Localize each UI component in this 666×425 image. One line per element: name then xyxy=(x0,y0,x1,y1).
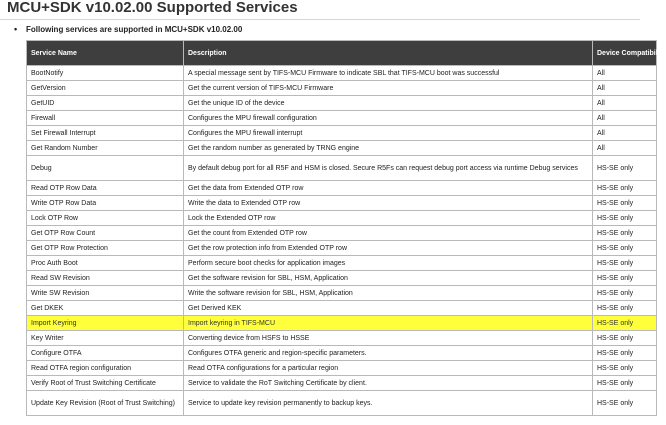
description-cell: Configures the MPU firewall interrupt xyxy=(184,126,593,141)
description-cell: Get the current version of TIFS-MCU Firmware xyxy=(184,81,593,96)
description-cell: Configures the MPU firewall configuration xyxy=(184,111,593,126)
service-name-cell: Read OTP Row Data xyxy=(27,181,184,196)
service-name-cell: Debug xyxy=(27,156,184,181)
service-name-cell: Get OTP Row Protection xyxy=(27,241,184,256)
intro-text: Following services are supported in MCU+SDK v10.02.00 xyxy=(26,25,243,34)
description-cell: Service to validate the RoT Switching Certificate by client. xyxy=(184,376,593,391)
device-compatibility-cell: HS-SE only xyxy=(593,156,657,181)
description-cell: Get the data from Extended OTP row xyxy=(184,181,593,196)
service-name-cell: Key Writer xyxy=(27,331,184,346)
intro-list-item xyxy=(14,23,242,36)
table-row xyxy=(27,316,657,331)
device-compatibility-cell: All xyxy=(593,141,657,156)
table-row xyxy=(27,156,657,181)
device-compatibility-cell: All xyxy=(593,81,657,96)
table-row xyxy=(27,126,657,141)
service-name-cell: Lock OTP Row xyxy=(27,211,184,226)
description-cell: Write the data to Extended OTP row xyxy=(184,196,593,211)
device-compatibility-cell: HS-SE only xyxy=(593,181,657,196)
service-name-cell: GetVersion xyxy=(27,81,184,96)
service-name-cell: Proc Auth Boot xyxy=(27,256,184,271)
service-name-cell: Verify Root of Trust Switching Certificate xyxy=(27,376,184,391)
device-compatibility-cell: HS-SE only xyxy=(593,211,657,226)
table-row xyxy=(27,226,657,241)
description-cell: Import keyring in TIFS-MCU xyxy=(184,316,593,331)
table-body xyxy=(27,66,657,416)
table-row xyxy=(27,211,657,226)
description-cell: Get Derived KEK xyxy=(184,301,593,316)
table-row xyxy=(27,376,657,391)
table-row xyxy=(27,346,657,361)
service-name-cell: GetUID xyxy=(27,96,184,111)
device-compatibility-cell: HS-SE only xyxy=(593,346,657,361)
page-title: MCU+SDK v10.02.00 Supported Services xyxy=(7,0,298,16)
table-row xyxy=(27,241,657,256)
device-compatibility-cell: HS-SE only xyxy=(593,256,657,271)
description-cell: Converting device from HSFS to HSSE xyxy=(184,331,593,346)
description-cell: A special message sent by TIFS-MCU Firmware to indicate SBL that TIFS-MCU boot was successful xyxy=(184,66,593,81)
title-divider xyxy=(0,19,640,20)
description-cell: Read OTFA configurations for a particular region xyxy=(184,361,593,376)
device-compatibility-cell: HS-SE only xyxy=(593,391,657,416)
service-name-cell: BootNotify xyxy=(27,66,184,81)
service-name-cell: Configure OTFA xyxy=(27,346,184,361)
description-cell: Write the software revision for SBL, HSM, Application xyxy=(184,286,593,301)
table-row xyxy=(27,331,657,346)
service-name-cell: Read SW Revision xyxy=(27,271,184,286)
service-name-cell: Import Keyring xyxy=(27,316,184,331)
services-table xyxy=(26,40,666,416)
description-cell: Get the unique ID of the device xyxy=(184,96,593,111)
device-compatibility-cell: HS-SE only xyxy=(593,241,657,256)
description-cell: Get the count from Extended OTP row xyxy=(184,226,593,241)
table-row xyxy=(27,111,657,126)
description-cell: Get the row protection info from Extended OTP row xyxy=(184,241,593,256)
table-row xyxy=(27,96,657,111)
service-name-cell: Get DKEK xyxy=(27,301,184,316)
device-compatibility-cell: HS-SE only xyxy=(593,196,657,211)
service-name-cell: Write OTP Row Data xyxy=(27,196,184,211)
device-compatibility-cell: HS-SE only xyxy=(593,286,657,301)
device-compatibility-cell: HS-SE only xyxy=(593,271,657,286)
service-name-cell: Set Firewall Interrupt xyxy=(27,126,184,141)
service-name-cell: Read OTFA region configuration xyxy=(27,361,184,376)
description-cell: By default debug port for all R5F and HSM is closed. Secure R5Fs can request debug port access via runtime Debug services xyxy=(184,156,593,181)
header-service-name: Service Name xyxy=(27,41,184,66)
description-cell: Get the random number as generated by TRNG engine xyxy=(184,141,593,156)
device-compatibility-cell: HS-SE only xyxy=(593,226,657,241)
device-compatibility-cell: All xyxy=(593,96,657,111)
table-row xyxy=(27,301,657,316)
table-header-row xyxy=(27,41,657,66)
table-row xyxy=(27,66,657,81)
table-row xyxy=(27,81,657,96)
table-row xyxy=(27,391,657,416)
device-compatibility-cell: All xyxy=(593,66,657,81)
description-cell: Get the software revision for SBL, HSM, Application xyxy=(184,271,593,286)
device-compatibility-cell: HS-SE only xyxy=(593,331,657,346)
table-row xyxy=(27,196,657,211)
service-name-cell: Update Key Revision (Root of Trust Switching) xyxy=(27,391,184,416)
device-compatibility-cell: HS-SE only xyxy=(593,376,657,391)
description-cell: Service to update key revision permanently to backup keys. xyxy=(184,391,593,416)
description-cell: Perform secure boot checks for application images xyxy=(184,256,593,271)
bullet-icon: • xyxy=(14,24,18,34)
table-row xyxy=(27,286,657,301)
device-compatibility-cell: All xyxy=(593,126,657,141)
table-row xyxy=(27,181,657,196)
device-compatibility-cell: HS-SE only xyxy=(593,301,657,316)
service-name-cell: Get OTP Row Count xyxy=(27,226,184,241)
table-row xyxy=(27,141,657,156)
header-device-compatibility: Device Compatibility xyxy=(593,41,657,66)
service-name-cell: Write SW Revision xyxy=(27,286,184,301)
header-description: Description xyxy=(184,41,593,66)
description-cell: Lock the Extended OTP row xyxy=(184,211,593,226)
table-row xyxy=(27,361,657,376)
service-name-cell: Firewall xyxy=(27,111,184,126)
device-compatibility-cell: HS-SE only xyxy=(593,361,657,376)
table-row xyxy=(27,256,657,271)
table-row xyxy=(27,271,657,286)
service-name-cell: Get Random Number xyxy=(27,141,184,156)
device-compatibility-cell: HS-SE only xyxy=(593,316,657,331)
description-cell: Configures OTFA generic and region-specific parameters. xyxy=(184,346,593,361)
device-compatibility-cell: All xyxy=(593,111,657,126)
